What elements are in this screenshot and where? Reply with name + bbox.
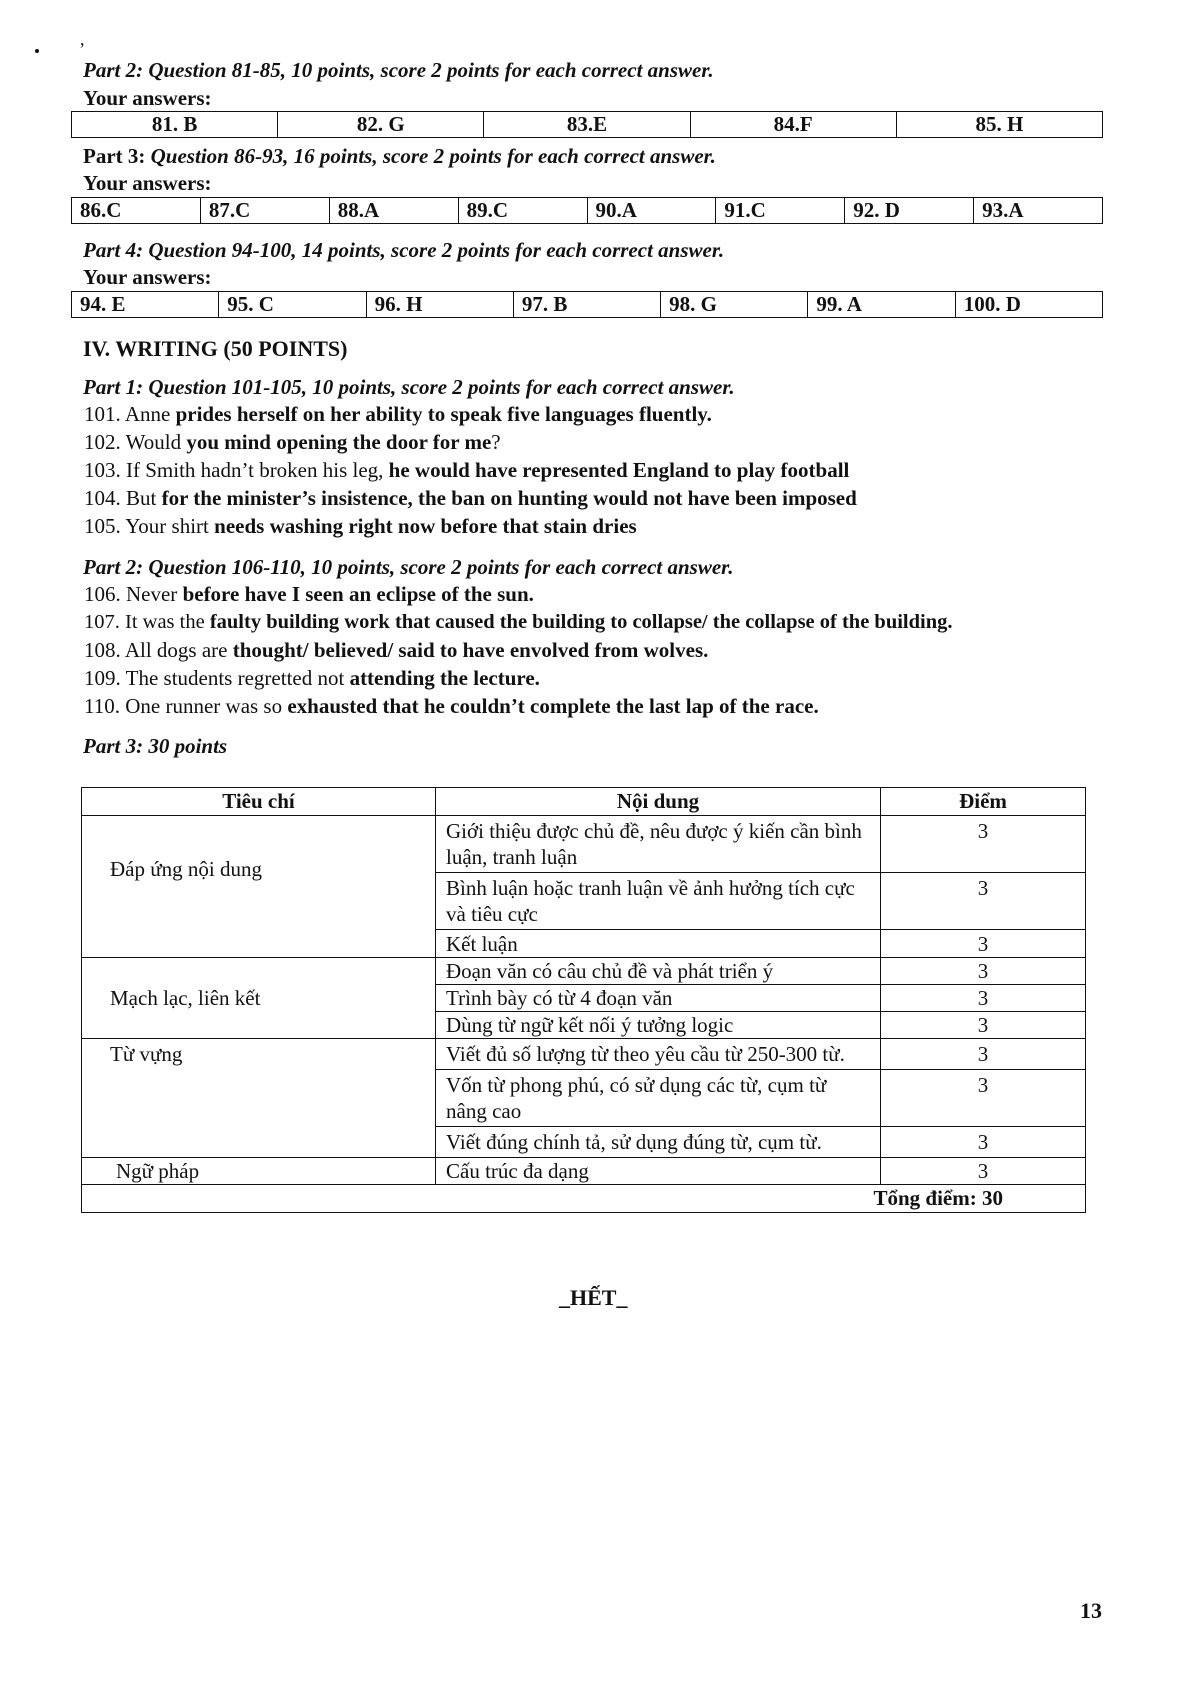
part2-answer-table [71, 111, 1103, 138]
rubric-criterion: Mạch lạc, liên kết [82, 958, 436, 1039]
rubric-content: Viết đủ số lượng từ theo yêu cầu từ 250-300 từ. [436, 1039, 881, 1070]
part3-heading: Part 3: Question 86-93, 16 points, score 2 points for each correct answer. [83, 144, 716, 168]
rubric-score: 3 [881, 958, 1086, 985]
writing-part2-heading: Part 2: Question 106-110, 10 points, score 2 points for each correct answer. [83, 555, 734, 579]
page-number: 13 [1080, 1598, 1102, 1623]
rubric-content: Viết đúng chính tả, sử dụng đúng từ, cụm từ. [436, 1127, 881, 1158]
rubric-row [82, 1158, 1086, 1185]
writing-item-103: 103. If Smith hadn’t broken his leg, he would have represented England to play football [84, 458, 850, 482]
rubric-content: Đoạn văn có câu chủ đề và phát triển ý [436, 958, 881, 985]
answer-cell: 92. D [845, 198, 974, 224]
answer-cell: 87.C [200, 198, 329, 224]
answer-cell: 95. C [219, 292, 366, 318]
part4-your-answers: Your answers: [83, 265, 212, 289]
writing-item-102: 102. Would you mind opening the door for me? [84, 430, 501, 454]
writing-item-108: 108. All dogs are thought/ believed/ said to have envolved from wolves. [84, 638, 709, 662]
end-mark: _HẾT_ [559, 1285, 628, 1310]
rubric-content: Dùng từ ngữ kết nối ý tưởng logic [436, 1012, 881, 1039]
rubric-content: Vốn từ phong phú, có sử dụng các từ, cụm từ nâng cao [436, 1070, 881, 1127]
rubric-content: Cấu trúc đa dạng [436, 1158, 881, 1185]
rubric-content: Giới thiệu được chủ đề, nêu được ý kiến cần bình luận, tranh luận [436, 816, 881, 873]
rubric-score: 3 [881, 1070, 1086, 1127]
rubric-score: 3 [881, 930, 1086, 958]
rubric-row [82, 958, 1086, 985]
part3-answer-table [71, 197, 1103, 224]
answer-cell: 99. A [808, 292, 955, 318]
writing-title: IV. WRITING (50 POINTS) [83, 336, 348, 361]
answer-cell: 98. G [661, 292, 808, 318]
writing-part3-heading: Part 3: 30 points [83, 734, 228, 758]
answer-cell: 83.E [484, 112, 690, 138]
rubric-score: 3 [881, 873, 1086, 930]
answer-cell: 81. B [72, 112, 278, 138]
scan-mark-dot [35, 49, 39, 53]
rubric-table [81, 787, 1086, 1213]
rubric-row [82, 1039, 1086, 1070]
answer-cell: 97. B [513, 292, 660, 318]
part4-answer-table [71, 291, 1103, 318]
rubric-header-criteria: Tiêu chí [82, 788, 436, 816]
rubric-score: 3 [881, 1012, 1086, 1039]
rubric-content: Kết luận [436, 930, 881, 958]
part2-your-answers: Your answers: [83, 86, 212, 110]
writing-part1-heading: Part 1: Question 101-105, 10 points, score 2 points for each correct answer. [83, 375, 735, 399]
writing-item-101: 101. Anne prides herself on her ability to speak five languages fluently. [84, 402, 712, 426]
rubric-score: 3 [881, 985, 1086, 1012]
answer-cell: 93.A [974, 198, 1103, 224]
writing-item-105: 105. Your shirt needs washing right now before that stain dries [84, 514, 637, 538]
answer-cell: 96. H [366, 292, 513, 318]
rubric-criterion: Đáp ứng nội dung [82, 816, 436, 958]
answer-cell: 89.C [458, 198, 587, 224]
part2-heading: Part 2: Question 81-85, 10 points, score 2 points for each correct answer. [83, 58, 714, 82]
writing-item-106: 106. Never before have I seen an eclipse of the sun. [84, 582, 534, 606]
answer-cell: 86.C [72, 198, 201, 224]
rubric-score: 3 [881, 1158, 1086, 1185]
writing-item-107: 107. It was the faulty building work that caused the building to collapse/ the collapse of the building. [84, 611, 953, 633]
writing-item-104: 104. But for the minister’s insistence, the ban on hunting would not have been imposed [84, 486, 857, 510]
answer-cell: 84.F [690, 112, 896, 138]
rubric-score: 3 [881, 816, 1086, 873]
writing-item-110: 110. One runner was so exhausted that he couldn’t complete the last lap of the race. [84, 694, 819, 718]
rubric-total-row [82, 1185, 1086, 1213]
rubric-header-content: Nội dung [436, 788, 881, 816]
part4-heading: Part 4: Question 94-100, 14 points, score 2 points for each correct answer. [83, 238, 725, 262]
rubric-score: 3 [881, 1127, 1086, 1158]
writing-item-109: 109. The students regretted not attending the lecture. [84, 666, 540, 690]
rubric-row [82, 816, 1086, 873]
rubric-content: Bình luận hoặc tranh luận về ảnh hưởng tích cực và tiêu cực [436, 873, 881, 930]
rubric-header-row [82, 788, 1086, 816]
rubric-content: Trình bày có từ 4 đoạn văn [436, 985, 881, 1012]
rubric-criterion: Ngữ pháp [82, 1158, 436, 1185]
rubric-header-score: Điểm [881, 788, 1086, 816]
answer-cell: 88.A [329, 198, 458, 224]
rubric-score: 3 [881, 1039, 1086, 1070]
answer-cell: 100. D [955, 292, 1102, 318]
answer-cell: 82. G [278, 112, 484, 138]
answer-cell: 90.A [587, 198, 716, 224]
rubric-total: Tổng điểm: 30 [82, 1185, 1086, 1213]
answer-cell: 94. E [72, 292, 219, 318]
part3-your-answers: Your answers: [83, 171, 212, 195]
answer-cell: 91.C [716, 198, 845, 224]
scan-mark-comma: , [80, 29, 85, 49]
answer-cell: 85. H [896, 112, 1102, 138]
rubric-criterion: Từ vựng [82, 1039, 436, 1158]
